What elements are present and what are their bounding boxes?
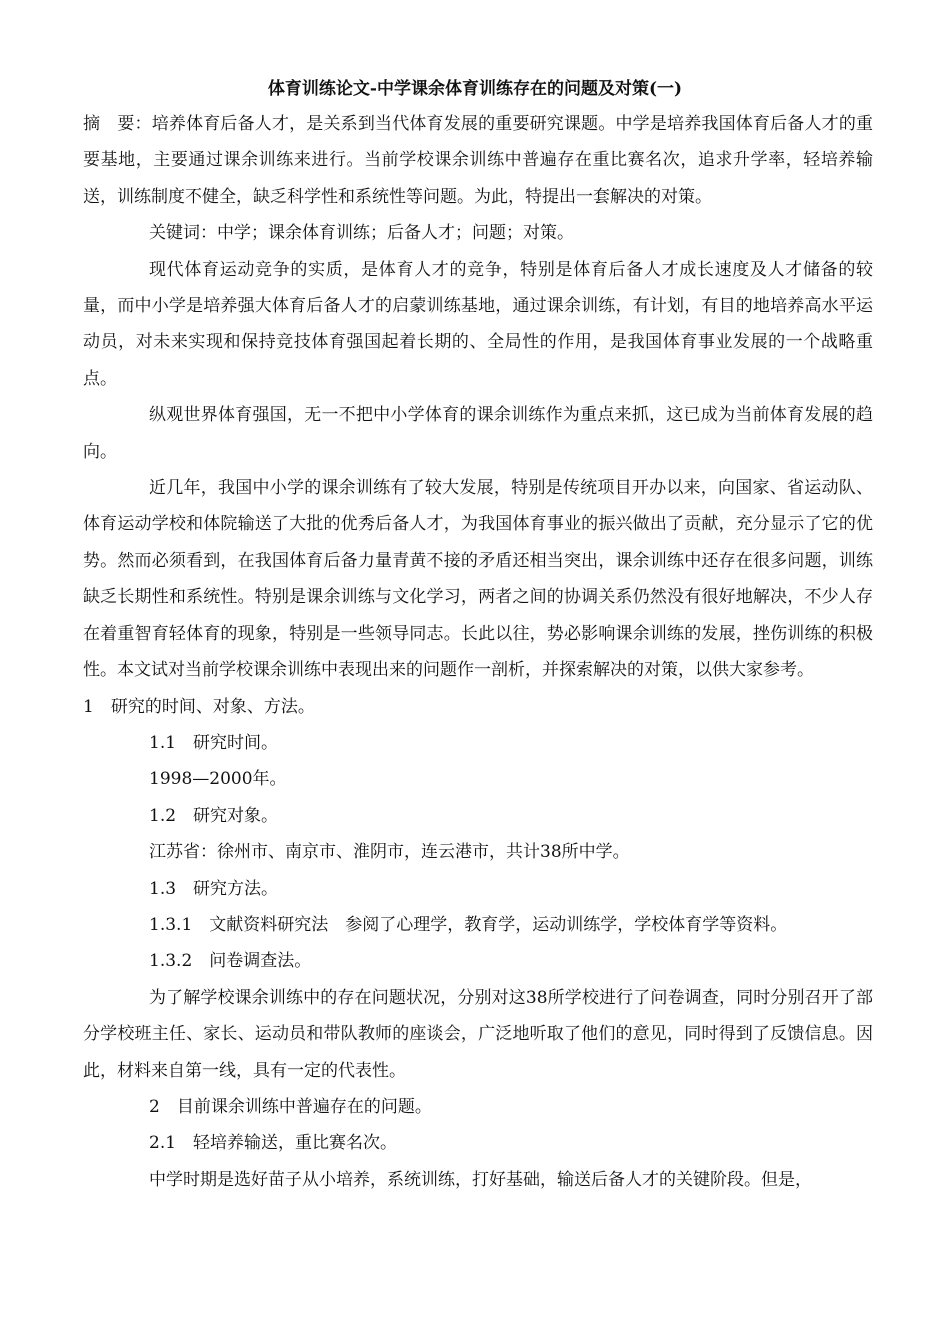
abstract-paragraph: 摘 要：培养体育后备人才，是关系到当代体育发展的重要研究课题。中学是培养我国体育后备人才的重要基地，主要通过课余训练来进行。当前学校课余训练中普遍存在重比赛名次，追求升学率，轻培养输送，训练制度不健全，缺乏科学性和系统性等问题。为此，特提出一套解决的对策。 bbox=[83, 114, 873, 207]
body-paragraph: 中学时期是选好苗子从小培养，系统训练，打好基础，输送后备人才的关键阶段。但是， bbox=[149, 1169, 812, 1190]
body-paragraph: 现代体育运动竞争的实质，是体育人才的竞争，特别是体育后备人才成长速度及人才储备的较量，而中小学是培养强大体育后备人才的启蒙训练基地，通过课余训练，有计划，有目的地培养高水平运动员，对未来实现和保持竞技体育强国起着长期的、全局性的作用，是我国体育事业发展的一个战略重点。 bbox=[83, 259, 873, 389]
document-title: 体育训练论文-中学课余体育训练存在的问题及对策(一) bbox=[267, 79, 683, 99]
document-body bbox=[83, 106, 873, 1198]
subsubsection-heading: 1.3.2 问卷调查法。 bbox=[149, 951, 312, 972]
subsection-heading: 1.1 研究时间。 bbox=[149, 732, 279, 753]
section-heading: 1 研究的时间、对象、方法。 bbox=[83, 696, 315, 717]
keywords-paragraph: 关键词：中学；课余体育训练；后备人才；问题；对策。 bbox=[149, 223, 574, 244]
subsection-heading: 2.1 轻培养输送，重比赛名次。 bbox=[149, 1133, 398, 1154]
subsection-heading: 1.3 研究方法。 bbox=[149, 878, 279, 899]
subsubsection-heading: 1.3.1 文献资料研究法 参阅了心理学，教育学，运动训练学，学校体育学等资料。 bbox=[149, 914, 788, 935]
body-paragraph: 江苏省：徐州市、南京市、淮阴市，连云港市，共计38所中学。 bbox=[149, 842, 630, 863]
section-heading: 2 目前课余训练中普遍存在的问题。 bbox=[149, 1096, 432, 1117]
body-paragraph: 为了解学校课余训练中的存在问题状况，分别对这38所学校进行了问卷调查，同时分别召开了部分学校班主任、家长、运动员和带队教师的座谈会，广泛地听取了他们的意见，同时得到了反馈信息。因此，材料来自第一线，具有一定的代表性。 bbox=[83, 987, 873, 1081]
body-paragraph: 近几年，我国中小学的课余训练有了较大发展，特别是传统项目开办以来，向国家、省运动队、体育运动学校和体院输送了大批的优秀后备人才，为我国体育事业的振兴做出了贡献，充分显示了它的优势。然而必须看到，在我国体育后备力量青黄不接的矛盾还相当突出，课余训练中还存在很多问题，训练缺乏长期性和系统性。特别是课余训练与文化学习，两者之间的协调关系仍然没有很好地解决，不少人存在着重智育轻体育的现象，特别是一些领导同志。长此以往，势必影响课余训练的发展，挫伤训练的积极性。本文试对当前学校课余训练中表现出来的问题作一剖析，并探索解决的对策，以供大家参考。 bbox=[83, 478, 873, 681]
subsection-heading: 1.2 研究对象。 bbox=[149, 805, 279, 826]
body-paragraph: 纵观世界体育强国，无一不把中小学体育的课余训练作为重点来抓，这已成为当前体育发展的趋向。 bbox=[83, 405, 873, 462]
body-paragraph: 1998—2000年。 bbox=[149, 769, 287, 790]
